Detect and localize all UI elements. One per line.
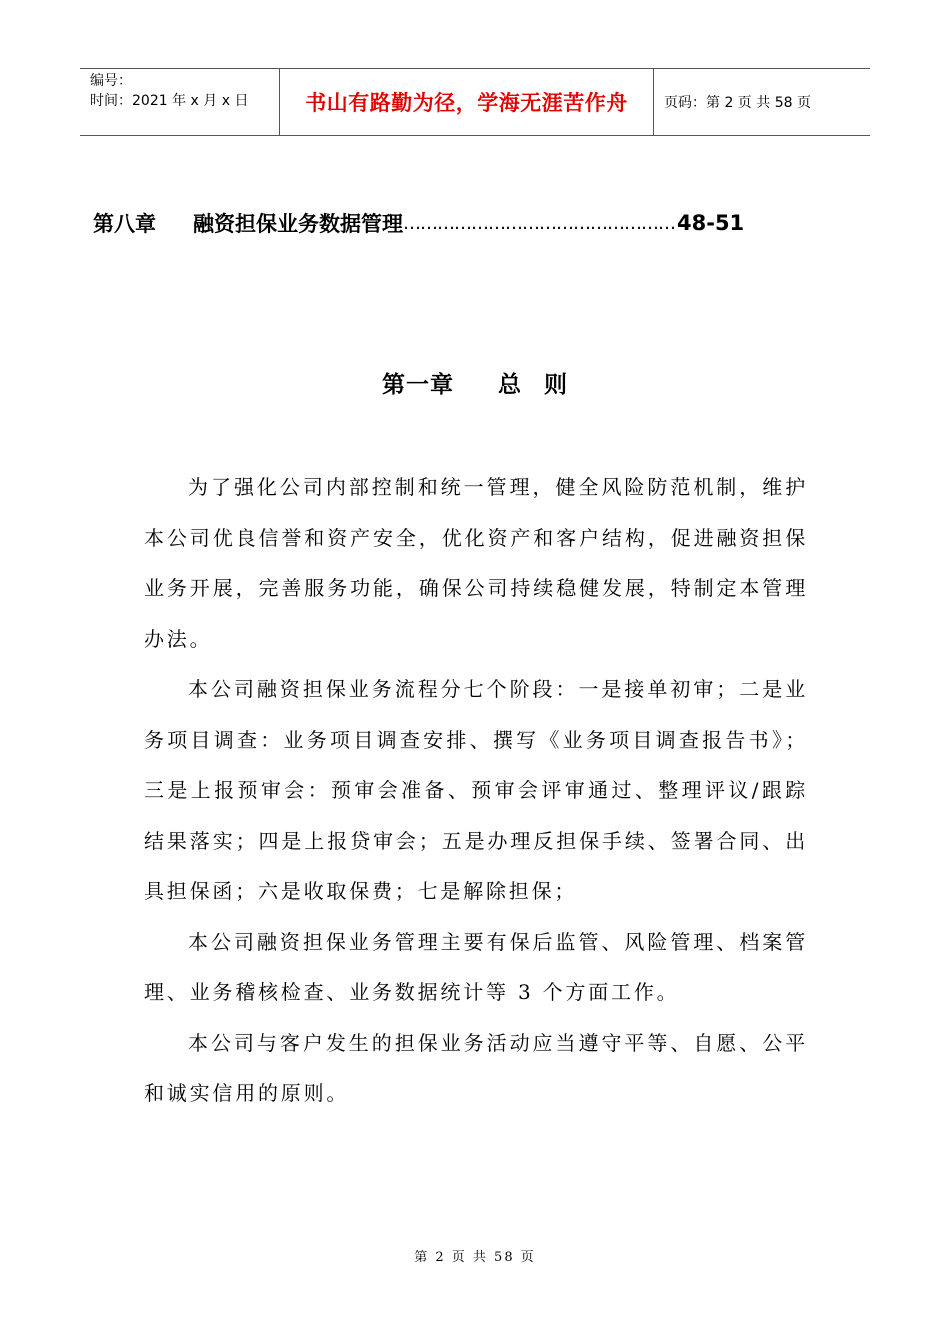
chapter-heading-number: 第一章 <box>382 372 454 398</box>
body-paragraph: 本公司融资担保业务流程分七个阶段：一是接单初审；二是业务项目调查：业务项目调查安排、撰写《业务项目调查报告书》；三是上报预审会：预审会准备、预审会评审通过、整理评议/跟踪结果落实；四是上报贷审会；五是办理反担保手续、签署合同、出具担保函；六是收取保费；七是解除担保； <box>144 677 808 903</box>
chapter-heading <box>0 366 950 399</box>
toc-leader-dots: ………………………………………… <box>403 212 675 234</box>
page-header <box>80 68 870 136</box>
header-motto: 书山有路勤为径，学海无涯苦作舟 <box>280 69 654 135</box>
page-footer: 第 2 页 共 58 页 <box>414 1250 536 1265</box>
chapter-body <box>144 462 808 1119</box>
toc-page-range: 48-51 <box>677 211 745 235</box>
body-paragraph: 为了强化公司内部控制和统一管理，健全风险防范机制，维护本公司优良信誉和资产安全，优化资产和客户结构，促进融资担保业务开展，完善服务功能，确保公司持续稳健发展，特制定本管理办法。 <box>144 475 808 651</box>
body-paragraph: 本公司与客户发生的担保业务活动应当遵守平等、自愿、公平和诚实信用的原则。 <box>144 1030 808 1105</box>
toc-entry <box>93 206 813 240</box>
toc-chapter-number: 第八章 <box>93 212 156 236</box>
body-paragraph: 本公司融资担保业务管理主要有保后监管、风险管理、档案管理、业务稽核检查、业务数据统计等 3 个方面工作。 <box>144 929 808 1004</box>
header-meta-cell <box>80 69 280 135</box>
toc-chapter-title: 融资担保业务数据管理 <box>193 212 403 236</box>
document-date-label: 时间：2021 年 x 月 x 日 <box>90 93 249 109</box>
document-number-label: 编号： <box>90 73 132 89</box>
header-page-info: 页码：第 2 页 共 58 页 <box>664 95 811 111</box>
chapter-heading-word-2: 则 <box>544 372 568 398</box>
chapter-heading-word-1: 总 <box>498 372 522 398</box>
